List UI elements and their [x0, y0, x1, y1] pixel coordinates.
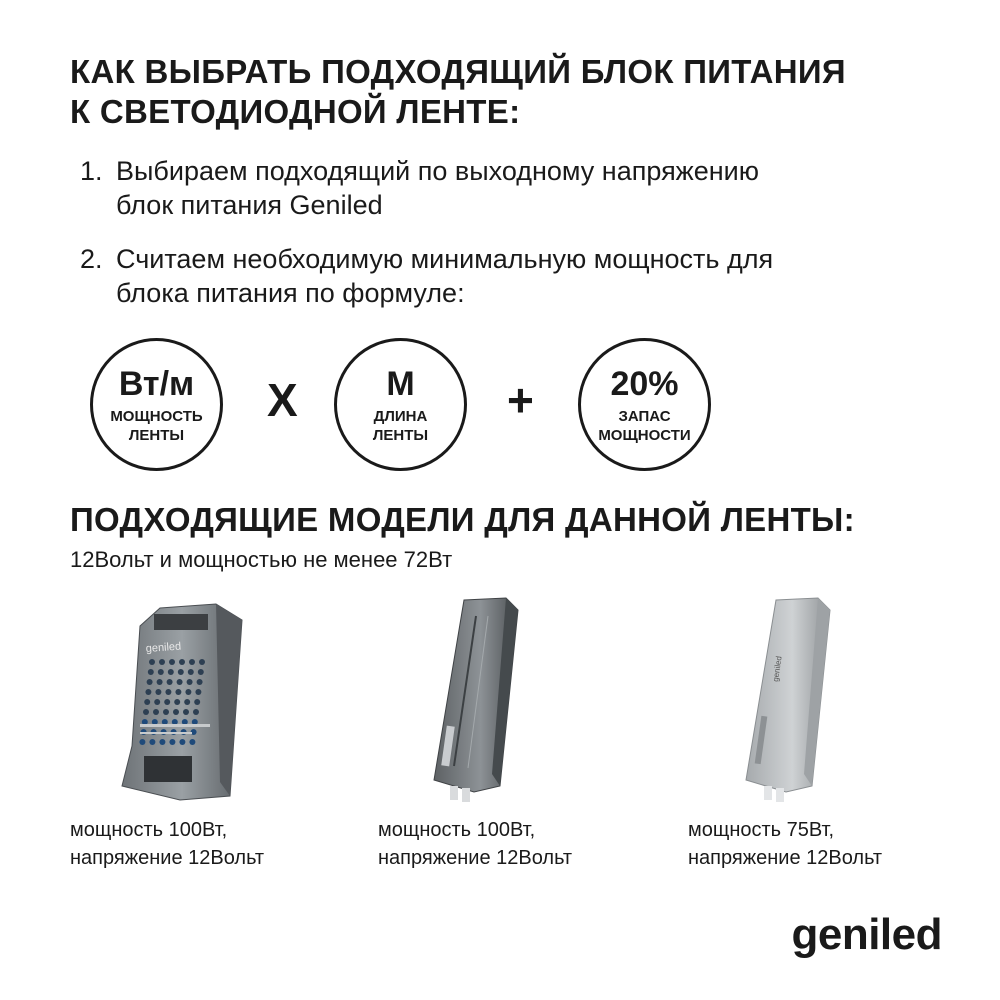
- step-number: 2.: [80, 244, 103, 274]
- models-heading: ПОДХОДЯЩИЕ МОДЕЛИ ДЛЯ ДАННОЙ ЛЕНТЫ:: [70, 501, 855, 538]
- step-item: [80, 242, 920, 310]
- models-requirement: 12Вольт и мощностью не менее 72Вт: [70, 547, 453, 572]
- step-text: [116, 242, 773, 310]
- step-text-line-2: блока питания по формуле:: [116, 278, 465, 308]
- step-number: 1.: [80, 156, 103, 186]
- formula-circle-caption: [598, 407, 690, 445]
- formula-circle-caption: [110, 407, 202, 445]
- step-item: [80, 154, 920, 222]
- product-caption-power: мощность 100Вт,: [378, 819, 536, 841]
- product-caption-power: мощность 100Вт,: [70, 819, 228, 841]
- multiply-operator: Х: [267, 374, 298, 426]
- power-formula: [90, 338, 730, 478]
- formula-circle-length: [334, 338, 467, 471]
- step-text: [116, 154, 759, 222]
- page-title-line-1: КАК ВЫБРАТЬ ПОДХОДЯЩИЙ БЛОК ПИТАНИЯ: [70, 53, 846, 90]
- power-supply-compact-image: [70, 596, 330, 806]
- step-text-line-1: Выбираем подходящий по выходному напряжению: [116, 156, 760, 186]
- product-card: [688, 596, 948, 869]
- product-caption-voltage: напряжение 12Вольт: [378, 847, 573, 869]
- formula-circle-caption-line-2: ЛЕНТЫ: [372, 426, 429, 444]
- formula-circle-value: Вт/м: [118, 364, 195, 403]
- formula-circle-caption-line-1: МОЩНОСТЬ: [110, 407, 203, 425]
- formula-circle-value: 20%: [610, 364, 679, 403]
- page-title: [70, 52, 950, 132]
- formula-circle-caption-line-2: ЛЕНТЫ: [128, 426, 185, 444]
- product-caption: [688, 816, 882, 872]
- plus-operator: +: [507, 374, 534, 426]
- product-caption: [378, 816, 572, 872]
- product-caption-voltage: напряжение 12Вольт: [70, 847, 265, 869]
- power-supply-sealed-light-image: [688, 596, 948, 806]
- formula-circle-value: М: [386, 364, 415, 403]
- product-caption-voltage: напряжение 12Вольт: [688, 847, 883, 869]
- formula-circle-reserve: [578, 338, 711, 471]
- formula-circle-caption-line-1: ДЛИНА: [373, 407, 428, 425]
- formula-circle-watts-per-meter: [90, 338, 223, 471]
- geniled-logo: geniled: [791, 910, 942, 959]
- formula-circle-caption-line-1: ЗАПАС: [618, 407, 671, 425]
- formula-circle-caption: [373, 407, 428, 445]
- product-card: [70, 596, 330, 869]
- product-caption: [70, 816, 264, 872]
- product-card: [378, 596, 638, 869]
- steps-list: [80, 154, 920, 330]
- power-supply-sealed-dark-image: [378, 596, 638, 806]
- formula-circle-caption-line-2: МОЩНОСТИ: [598, 426, 691, 444]
- product-brand-label: geniled: [145, 640, 182, 655]
- step-text-line-1: Считаем необходимую минимальную мощность для: [116, 244, 774, 274]
- product-brand-label: geniled: [771, 655, 784, 683]
- step-text-line-2: блок питания Geniled: [116, 190, 383, 220]
- page-title-line-2: К СВЕТОДИОДНОЙ ЛЕНТЕ:: [70, 93, 521, 130]
- product-caption-power: мощность 75Вт,: [688, 819, 835, 841]
